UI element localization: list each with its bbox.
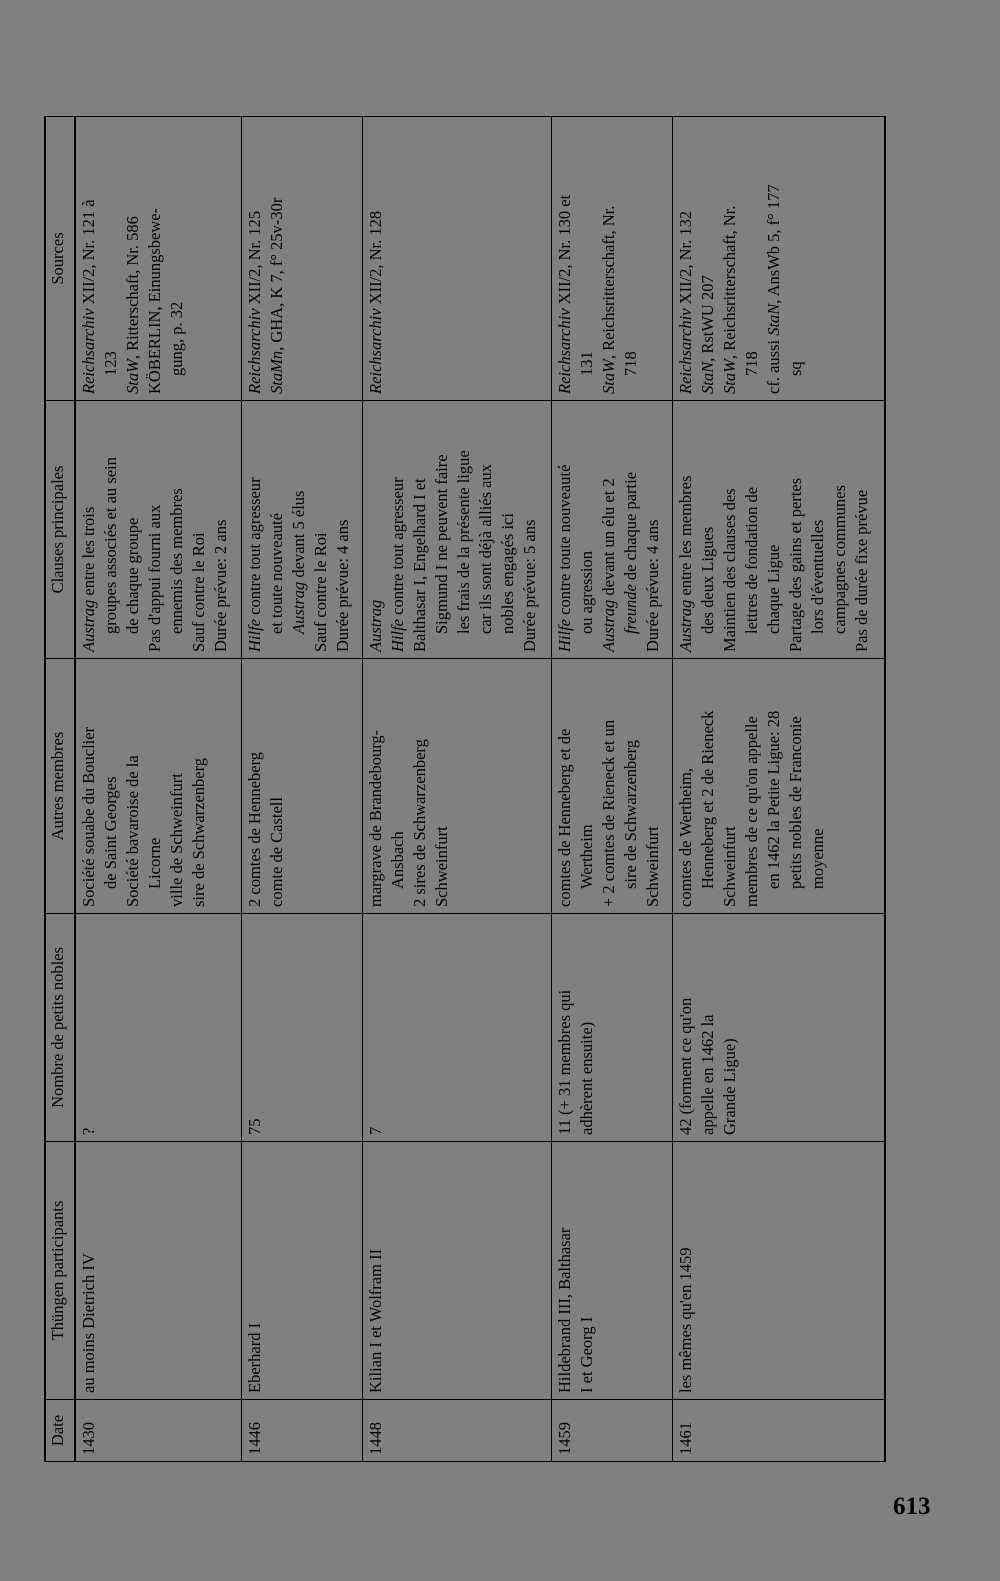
cell-line: sire de Schwarzenberg	[189, 757, 208, 907]
cell-line: 7	[365, 1126, 385, 1135]
cell-line: 123	[101, 351, 120, 376]
cell-line: comte de Castell	[267, 797, 287, 907]
cell-date: 1430	[75, 1400, 242, 1462]
header-thungen: Thüngen participants	[45, 1142, 75, 1400]
cell-line: StaN, RstWU 207	[697, 275, 717, 394]
cell-line: Hildebrand III, Balthasar	[555, 1227, 575, 1393]
cell-line: 718	[621, 351, 641, 376]
cell-line: StaW, Reichsritterschaft, Nr.	[719, 205, 739, 394]
cell-line: StaW, Ritterschaft, Nr. 586	[123, 216, 142, 394]
cell-line: 2 comtes de Henneberg	[245, 751, 265, 907]
cell-line: Durée prévue: 5 ans	[519, 519, 539, 652]
cell-line: nobles engagés ici	[497, 513, 517, 634]
cell-line: I et Georg I	[577, 1316, 597, 1393]
cell-line: Wertheim	[577, 824, 597, 889]
table-row	[75, 117, 242, 1462]
cell-sources	[362, 117, 551, 401]
cell-line: comtes de Wertheim,	[675, 767, 695, 907]
cell-line: 2 sires de Schwarzenberg	[409, 739, 429, 907]
cell-line: car ils sont déjà alliés aux	[475, 464, 495, 634]
cell-line: Kilian I et Wolfram II	[365, 1248, 385, 1393]
cell-line: et toute nouveauté	[267, 513, 287, 634]
table-row	[362, 117, 551, 1462]
cell-sources	[75, 117, 242, 401]
cell-line: Hilfe contre tout agresseur	[245, 477, 265, 652]
cell-nombre	[75, 914, 242, 1142]
cell-nombre	[672, 914, 885, 1142]
cell-autres	[672, 659, 885, 914]
cell-line: Société bavaroise de la	[123, 755, 142, 907]
cell-line: membres de ce qu'on appelle	[741, 716, 761, 907]
cell-line: StaMn, GHA, K 7, f° 25v-30r	[267, 197, 287, 394]
cell-line: moyenne	[807, 828, 827, 889]
cell-line: Durée prévue: 4 ans	[643, 519, 663, 652]
cell-line: les mêmes qu'en 1459	[675, 1247, 695, 1393]
cell-line: lors d'éventuelles	[807, 519, 827, 634]
cell-sources	[242, 117, 362, 401]
header-sources: Sources	[45, 117, 75, 401]
header-autres: Autres membres	[45, 659, 75, 914]
cell-line: de chaque groupe	[123, 517, 142, 634]
cell-clauses	[362, 401, 551, 659]
cell-thungen	[552, 1142, 672, 1400]
table-row	[672, 117, 885, 1462]
table-row	[242, 117, 362, 1462]
cell-line: Reichsarchiv XII/2, Nr. 130 et	[555, 194, 575, 394]
cell-line: Schweinfurt	[719, 826, 739, 907]
cell-line: Austrag	[365, 599, 385, 652]
rotated-table-container	[44, 117, 886, 1462]
cell-clauses	[242, 401, 362, 659]
cell-line: 131	[577, 351, 597, 376]
cell-line: Licorne	[145, 837, 164, 889]
cell-line: Schweinfurt	[431, 826, 451, 907]
header-row	[45, 117, 75, 1462]
cell-line: cf. aussi StaN, AnsWb 5, f° 177	[763, 184, 783, 394]
cell-line: petits nobles de Franconie	[785, 716, 805, 889]
leagues-table	[44, 116, 886, 1462]
cell-line: Sauf contre le Roi	[311, 532, 331, 652]
cell-line: Pas d'appui fourni aux	[145, 504, 164, 652]
cell-line: Grande Ligue)	[719, 1038, 739, 1135]
cell-thungen	[672, 1142, 885, 1400]
cell-line: Reichsarchiv XII/2, Nr. 121 à	[79, 199, 98, 394]
cell-date: 1461	[672, 1400, 885, 1462]
cell-line: Eberhard I	[245, 1322, 265, 1393]
cell-line: Hilfe contre toute nouveauté	[555, 464, 575, 652]
cell-line: Société souabe du Bouclier	[79, 726, 98, 907]
header-date: Date	[45, 1400, 75, 1462]
cell-line: au moins Dietrich IV	[79, 1253, 98, 1393]
cell-line: Reichsarchiv XII/2, Nr. 128	[365, 210, 385, 394]
cell-line: Austrag devant 5 élus	[289, 490, 309, 634]
cell-line: Durée prévue: 4 ans	[333, 519, 353, 652]
cell-line: les frais de la présente ligue	[453, 450, 473, 634]
cell-line: 42 (forment ce qu'on	[675, 997, 695, 1135]
cell-line: groupes associés et au sein	[101, 457, 120, 634]
cell-line: Sauf contre le Roi	[189, 532, 208, 652]
cell-line: KÖBERLIN, Einungsbewe-	[145, 207, 164, 394]
cell-line: 75	[245, 1118, 265, 1135]
cell-line: lettres de fondation de	[741, 486, 761, 634]
cell-autres	[75, 659, 242, 914]
cell-line: Durée prévue: 2 ans	[211, 519, 230, 652]
cell-autres	[242, 659, 362, 914]
cell-line: Austrag entre les membres	[675, 475, 695, 652]
cell-line: gung, p. 32	[167, 301, 186, 376]
cell-date: 1446	[242, 1400, 362, 1462]
cell-line: Balthasar I, Engelhard I et	[409, 478, 429, 652]
cell-line: + 2 comtes de Rieneck et un	[599, 719, 619, 907]
cell-line: StaW, Reichsritterschaft, Nr.	[599, 205, 619, 394]
cell-line: Reichsarchiv XII/2, Nr. 125	[245, 210, 265, 394]
cell-line: Reichsarchiv XII/2, Nr. 132	[675, 210, 695, 394]
cell-date: 1459	[552, 1400, 672, 1462]
cell-line: Austrag devant un élu et 2	[599, 478, 619, 652]
cell-date: 1448	[362, 1400, 551, 1462]
cell-line: adhèrent ensuite)	[577, 1021, 597, 1135]
cell-line: Maintien des clauses des	[719, 488, 739, 652]
cell-line: des deux Ligues	[697, 526, 717, 634]
cell-line: Partage des gains et pertes	[785, 477, 805, 652]
cell-thungen	[362, 1142, 551, 1400]
cell-thungen	[242, 1142, 362, 1400]
cell-line: sire de Schwarzenberg	[621, 739, 641, 889]
page-number: 613	[893, 1493, 931, 1520]
header-nombre: Nombre de petits nobles	[45, 914, 75, 1142]
cell-line: chaque Ligue	[763, 544, 783, 634]
cell-clauses	[672, 401, 885, 659]
cell-line: 718	[741, 351, 761, 376]
cell-line: Sigmund I ne peuvent faire	[431, 454, 451, 634]
cell-line: ville de Schweinfurt	[167, 773, 186, 907]
cell-autres	[552, 659, 672, 914]
cell-line: en 1462 la Petite Ligue: 28	[763, 710, 783, 889]
cell-line: freunde de chaque partie	[621, 471, 641, 634]
cell-nombre	[242, 914, 362, 1142]
cell-line: appelle en 1462 la	[697, 1014, 717, 1135]
cell-line: Schweinfurt	[643, 826, 663, 907]
cell-nombre	[362, 914, 551, 1142]
cell-nombre	[552, 914, 672, 1142]
cell-line: ennemis des membres	[167, 488, 186, 634]
header-clauses: Clauses principales	[45, 401, 75, 659]
cell-line: Henneberg et 2 de Rieneck	[697, 710, 717, 889]
cell-line: comtes de Henneberg et de	[555, 728, 575, 907]
cell-sources	[552, 117, 672, 401]
cell-line: ou agression	[577, 551, 597, 634]
cell-clauses	[552, 401, 672, 659]
cell-line: Ansbach	[387, 831, 407, 889]
cell-line: sq	[785, 361, 805, 376]
cell-line: campagnes communes	[829, 485, 849, 634]
cell-line: ?	[79, 1127, 98, 1135]
cell-line: Hilfe contre tout agresseur	[387, 477, 407, 652]
cell-line: de Saint Georges	[101, 776, 120, 889]
cell-autres	[362, 659, 551, 914]
cell-clauses	[75, 401, 242, 659]
cell-line: Pas de durée fixe prévue	[851, 489, 871, 652]
table-row	[552, 117, 672, 1462]
cell-line: 11 (+ 31 membres qui	[555, 989, 575, 1135]
cell-sources	[672, 117, 885, 401]
cell-thungen	[75, 1142, 242, 1400]
cell-line: Austrag entre les trois	[79, 506, 98, 652]
cell-line: margrave de Brandebourg-	[365, 729, 385, 907]
